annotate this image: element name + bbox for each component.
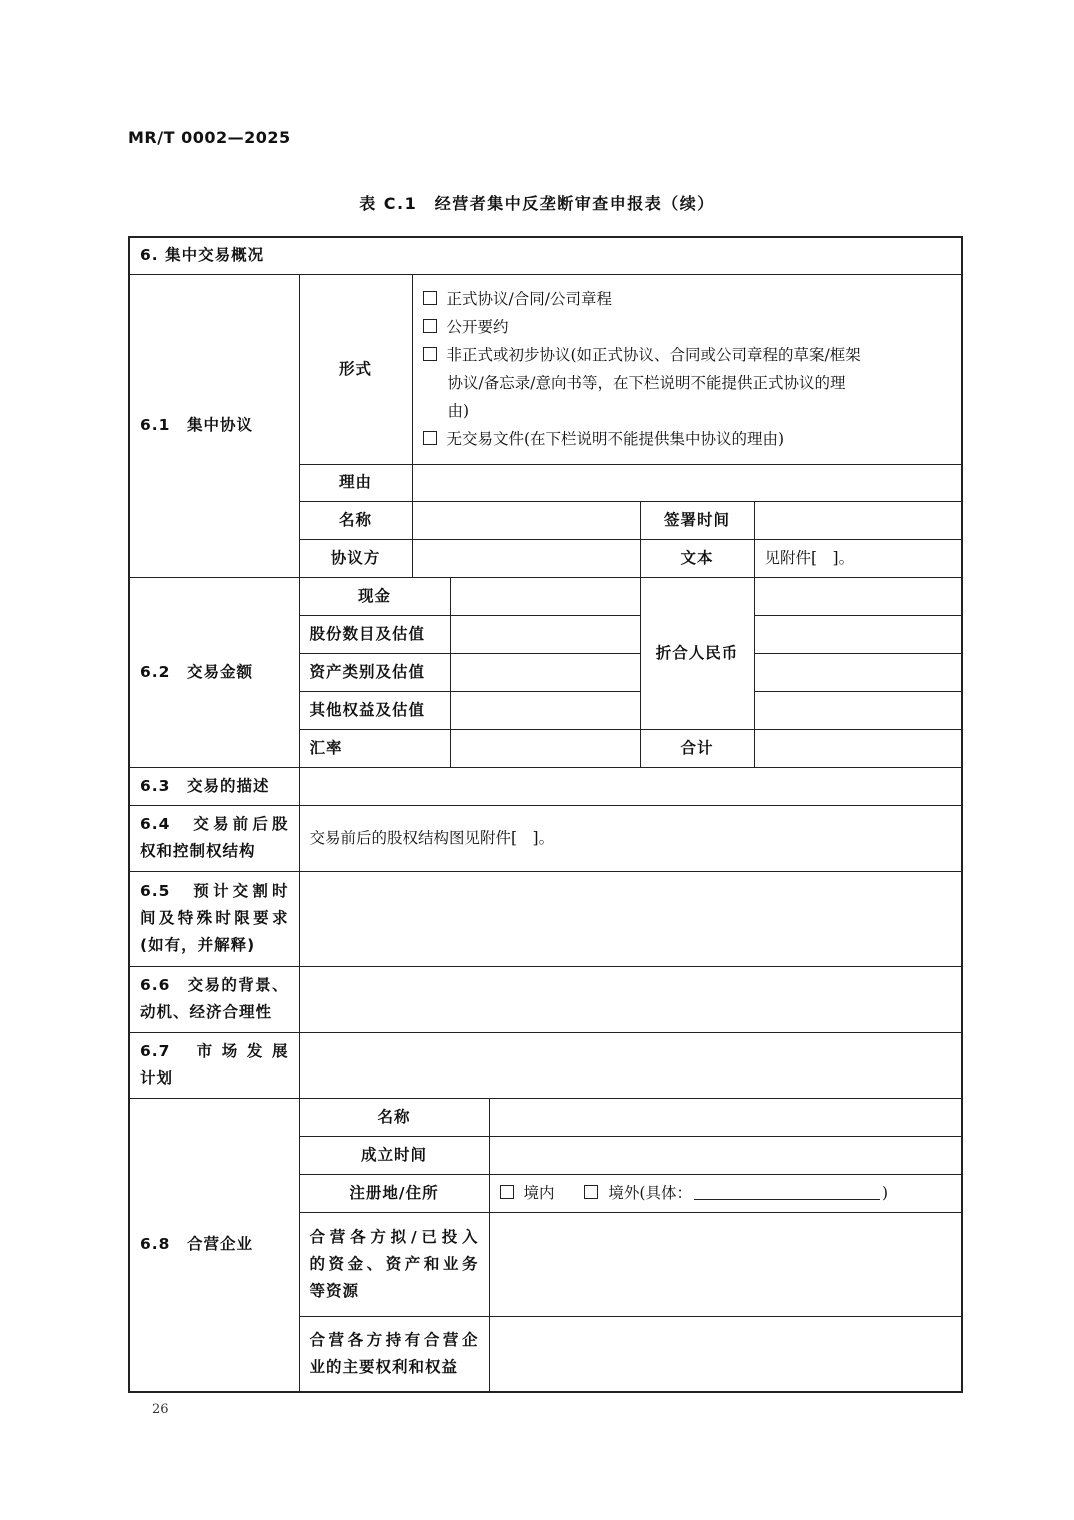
closing-time-field[interactable] [299, 871, 962, 966]
checkbox-icon[interactable] [500, 1185, 514, 1199]
sign-time-label: 签署时间 [640, 501, 754, 539]
form-label: 形式 [299, 274, 412, 464]
application-form-table [128, 236, 963, 1393]
transaction-description-field[interactable] [299, 767, 962, 805]
jv-name-field[interactable] [489, 1098, 962, 1136]
option-informal-line-2: 协议/备忘录/意向书等，在下栏说明不能提供正式协议的理 [447, 374, 846, 392]
other-equity-rmb-field[interactable] [754, 691, 962, 729]
form-options [412, 274, 962, 464]
section-6-3-label: 6.3 交易的描述 [129, 767, 299, 805]
rmb-label: 折合人民币 [640, 577, 754, 729]
standard-code: MR/T 0002—2025 [128, 128, 291, 147]
page-number: 26 [152, 1402, 169, 1417]
agreement-name-label: 名称 [299, 501, 412, 539]
assets-rmb-field[interactable] [754, 653, 962, 691]
other-equity-field[interactable] [450, 691, 640, 729]
text-label: 文本 [640, 539, 754, 577]
cash-label: 现金 [299, 577, 450, 615]
parties-field[interactable] [412, 539, 640, 577]
option-overseas[interactable]: 境外(具体： [584, 1184, 692, 1202]
reason-field[interactable] [412, 464, 962, 501]
assets-field[interactable] [450, 653, 640, 691]
sign-time-field[interactable] [754, 501, 962, 539]
table-title: 表 C.1 经营者集中反垄断审查申报表（续） [359, 194, 715, 213]
checkbox-icon[interactable] [423, 431, 437, 445]
jv-rights-label: 合营各方持有合营企 业的主要权利和权益 [299, 1316, 489, 1392]
text-value: 见附件[ ]。 [754, 539, 962, 577]
agreement-name-field[interactable] [412, 501, 640, 539]
jv-registered-label: 注册地/住所 [299, 1174, 489, 1212]
jv-resources-label: 合营各方拟/已投入 的资金、资产和业务 等资源 [299, 1212, 489, 1316]
jv-name-label: 名称 [299, 1098, 489, 1136]
option-formal-agreement[interactable]: 正式协议/合同/公司章程 [423, 285, 952, 313]
checkbox-icon[interactable] [423, 291, 437, 305]
option-public-offer[interactable]: 公开要约 [423, 313, 952, 341]
total-field[interactable] [754, 729, 962, 767]
section-6-2-label: 6.2 交易金额 [129, 577, 299, 767]
overseas-detail-field[interactable] [694, 1185, 880, 1200]
option-informal-agreement[interactable]: 非正式或初步协议(如正式协议、合同或公司章程的草案/框架 [423, 341, 952, 369]
section-6-6-label: 6.6 交易的背景、 动机、经济合理性 [129, 966, 299, 1032]
assets-label: 资产类别及估值 [299, 653, 450, 691]
shares-field[interactable] [450, 615, 640, 653]
ownership-structure-value: 交易前后的股权结构图见附件[ ]。 [299, 805, 962, 871]
exchange-rate-field[interactable] [450, 729, 640, 767]
section-6-5-label: 6.5 预计交割时 间及特殊时限要求 (如有，并解释) [129, 871, 299, 966]
checkbox-icon[interactable] [423, 319, 437, 333]
cash-field[interactable] [450, 577, 640, 615]
option-informal-line-3: 由) [447, 402, 470, 420]
exchange-rate-label: 汇率 [299, 729, 450, 767]
section-6-heading: 6. 集中交易概况 [129, 237, 962, 274]
jv-registered-options: 境内 境外(具体： ) [489, 1174, 962, 1212]
option-domestic[interactable]: 境内 [500, 1184, 555, 1202]
parties-label: 协议方 [299, 539, 412, 577]
market-plan-field[interactable] [299, 1032, 962, 1098]
jv-rights-field[interactable] [489, 1316, 962, 1392]
reason-label: 理由 [299, 464, 412, 501]
jv-established-label: 成立时间 [299, 1136, 489, 1174]
jv-established-field[interactable] [489, 1136, 962, 1174]
section-6-7-label: 6.7 市 场 发 展 计划 [129, 1032, 299, 1098]
checkbox-icon[interactable] [423, 347, 437, 361]
section-6-4-label: 6.4 交易前后股 权和控制权结构 [129, 805, 299, 871]
option-no-document[interactable]: 无交易文件(在下栏说明不能提供集中协议的理由) [423, 425, 952, 453]
other-equity-label: 其他权益及估值 [299, 691, 450, 729]
shares-rmb-field[interactable] [754, 615, 962, 653]
total-label: 合计 [640, 729, 754, 767]
section-6-1-label: 6.1 集中协议 [129, 274, 299, 577]
section-6-8-label: 6.8 合营企业 [129, 1098, 299, 1392]
jv-resources-field[interactable] [489, 1212, 962, 1316]
cash-rmb-field[interactable] [754, 577, 962, 615]
checkbox-icon[interactable] [584, 1185, 598, 1199]
background-field[interactable] [299, 966, 962, 1032]
shares-label: 股份数目及估值 [299, 615, 450, 653]
